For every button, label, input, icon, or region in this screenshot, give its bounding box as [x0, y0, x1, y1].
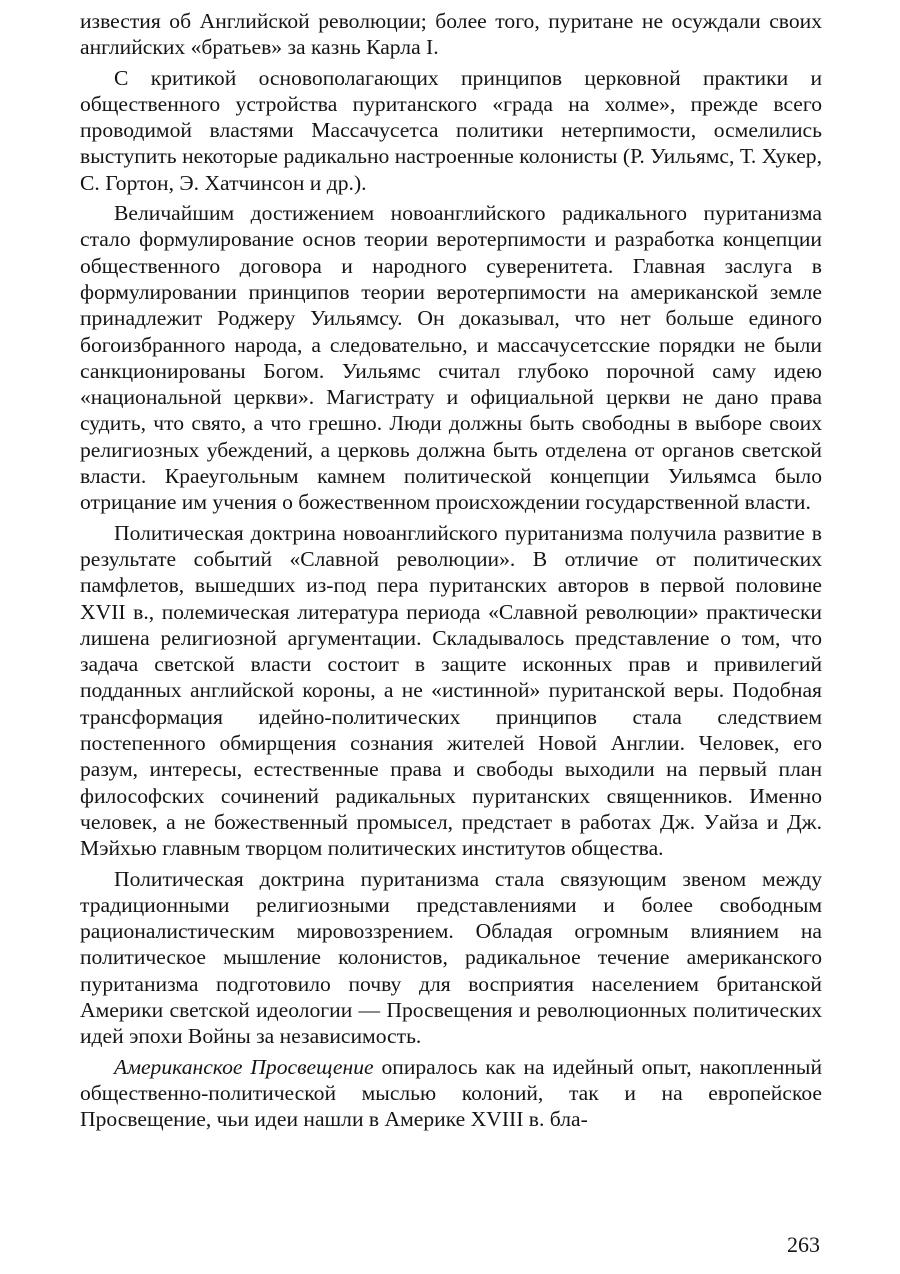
paragraph-continuation: известия об Английской революции; более того, пуритане не осуждали своих английских «братьев» за казнь Карла I. — [80, 9, 822, 60]
term-american-enlightenment: Американское Просвещение — [114, 1054, 374, 1079]
paragraph-tolerance: Величайшим достижением новоанглийского радикального пуританизма стало формулирование основ теории веротерпимости и разработка концепции общественного договора и народного суверенитета. Главная заслуга в формулировании принципов теории веротерпимости на американской земле принадлежит Роджеру Уильямсу. Он доказывал, что нет больше единого богоизбранного народа, а следовательно, и массачусетсские порядки не были санкционированы Богом. Уильямс считал глубоко порочной саму идею «национальной церкви». Магистрату и официальной церкви не дано права судить, что свято, а что грешно. Люди должны быть свободны в выборе своих религиозных убеждений, а церковь должна быть отделена от органов светской власти. Краеугольным камнем политической концепции Уильямса было отрицание им учения о божественном происхождении государственной власти. — [80, 201, 822, 515]
paragraph-enlightenment-text: опиралось как на идейный опыт, накопленный общественно-политической мыслью колоний, так и на европейское Просвещение, чьи идеи нашли в Америке XVIII в. бла- — [80, 1054, 822, 1132]
paragraph-critique: С критикой основополагающих принципов церковной практики и общественного устройства пуританского «града на холме», прежде всего проводимой властями Массачусетса политики нетерпимости, осмелились выступить некоторые радикально настроенные колонисты (Р. Уильямс, Т. Хукер, С. Гортон, Э. Хатчинсон и др.). — [80, 65, 822, 195]
page-number: 263 — [787, 1232, 820, 1257]
paragraph-enlightenment — [80, 1054, 822, 1133]
body-text — [80, 8, 822, 1132]
paragraph-glorious-revolution: Политическая доктрина новоанглийского пуританизма получила развитие в результате событий «Славной революции». В отличие от политических памфлетов, вышедших из-под пера пуританских авторов в первой половине XVII в., полемическая литература периода «Славной революции» практически лишена религиозной аргументации. Складывалось представление о том, что задача светской власти состоит в защите исконных прав и привилегий подданных английской короны, а не «истинной» пуританской веры. Подобная трансформация идейно-политических принципов стала следствием постепенного обмирщения сознания жителей Новой Англии. Человек, его разум, интересы, естественные права и свободы выходили на первый план философских сочинений радикальных пуританских священников. Именно человек, а не божественный промысел, предстает в работах Дж. Уайза и Дж. Мэйхью главным творцом политических институтов общества. — [80, 520, 822, 861]
paragraph-doctrine-link: Политическая доктрина пуританизма стала связующим звеном между традиционными религиозными представлениями и более свободным рационалистическим мировоззрением. Обладая огромным влиянием на политическое мышление колонистов, радикальное течение американского пуританизма подготовило почву для восприятия населением британской Америки светской идеологии — Просвещения и революционных политических идей эпохи Войны за независимость. — [80, 866, 822, 1049]
